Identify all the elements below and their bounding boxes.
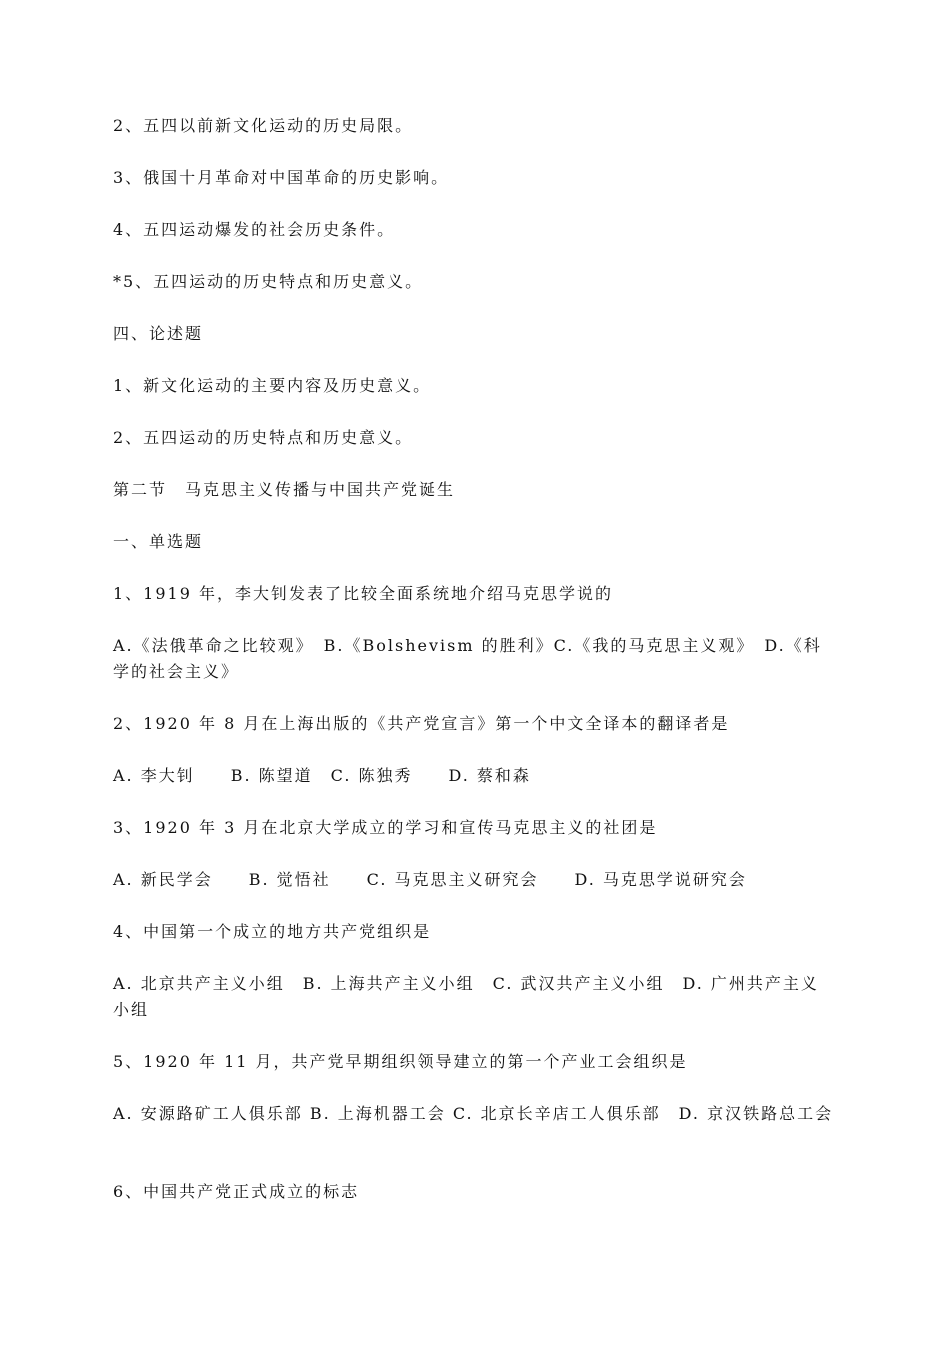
- question-item: 4、五四运动爆发的社会历史条件。: [113, 220, 396, 239]
- question-item: 2、1920 年 8 月在上海出版的《共产党宣言》第一个中文全译本的翻译者是: [113, 714, 730, 733]
- section-heading: 一、单选题: [113, 532, 204, 551]
- answer-options: A. 安源路矿工人俱乐部 B. 上海机器工会 C. 北京长辛店工人俱乐部 D. 京汉铁路总工会: [113, 1104, 834, 1123]
- answer-options: A. 北京共产主义小组 B. 上海共产主义小组 C. 武汉共产主义小组 D. 广州共产主义小组: [113, 974, 819, 1019]
- chapter-heading: 第二节 马克思主义传播与中国共产党诞生: [113, 480, 456, 499]
- answer-options: A. 李大钊 B. 陈望道 C. 陈独秀 D. 蔡和森: [113, 766, 531, 785]
- question-item: 3、俄国十月革命对中国革命的历史影响。: [113, 168, 450, 187]
- question-item: *5、五四运动的历史特点和历史意义。: [113, 272, 424, 291]
- section-heading: 四、论述题: [113, 324, 204, 343]
- answer-options: A.《法俄革命之比较观》 B.《Bolshevism 的胜利》C.《我的马克思主义观》 D.《科学的社会主义》: [113, 636, 822, 681]
- question-item: 3、1920 年 3 月在北京大学成立的学习和宣传马克思主义的社团是: [113, 818, 658, 837]
- question-item: 2、五四运动的历史特点和历史意义。: [113, 428, 414, 447]
- question-item: 5、1920 年 11 月，共产党早期组织领导建立的第一个产业工会组织是: [113, 1052, 688, 1071]
- question-item: 4、中国第一个成立的地方共产党组织是: [113, 922, 432, 941]
- question-item: 6、中国共产党正式成立的标志: [113, 1182, 360, 1201]
- question-item: 1、1919 年，李大钊发表了比较全面系统地介绍马克思学说的: [113, 584, 613, 603]
- answer-options: A. 新民学会 B. 觉悟社 C. 马克思主义研究会 D. 马克思学说研究会: [113, 870, 747, 889]
- question-item: 1、新文化运动的主要内容及历史意义。: [113, 376, 432, 395]
- question-item: 2、五四以前新文化运动的历史局限。: [113, 116, 414, 135]
